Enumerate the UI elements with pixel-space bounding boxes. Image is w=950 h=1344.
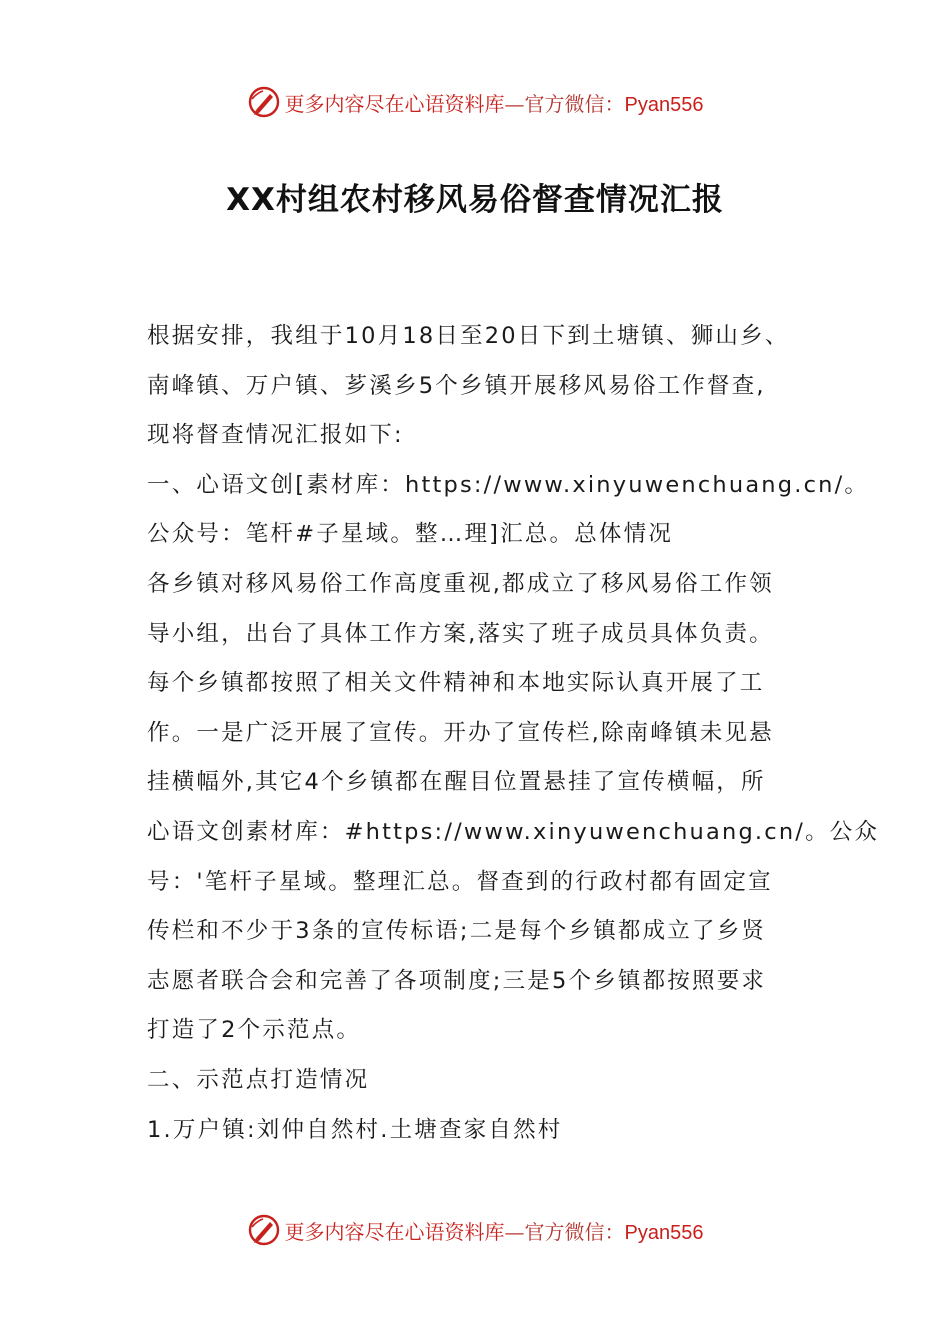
- body-line: 心语文创素材库：#https://www.xinyuwenchuang.cn/。公众: [147, 818, 880, 845]
- watermark-label: 官方微信：: [524, 91, 625, 116]
- body-line: 导小组，出台了具体工作方案,落实了班子成员具体负责。: [147, 620, 774, 647]
- document-body: [147, 312, 880, 1155]
- body-line: 号：'笔杆子星域。整理汇总。督查到的行政村都有固定宣: [147, 868, 773, 895]
- body-line: 志愿者联合会和完善了各项制度;三是5个乡镇都按照要求: [147, 967, 767, 994]
- watermark-wechat-id: Pyan556: [624, 93, 704, 116]
- header-watermark: [0, 82, 950, 122]
- body-line: 传栏和不少于3条的宣传标语;二是每个乡镇都成立了乡贤: [147, 918, 767, 945]
- body-line: 每个乡镇都按照了相关文件精神和本地实际认真开展了工: [147, 670, 765, 697]
- body-line: 打造了2个示范点。: [147, 1017, 362, 1044]
- body-line: 1.万户镇:刘仲自然村.土塘查家自然村: [147, 1116, 563, 1143]
- watermark-wechat-id: Pyan556: [624, 1221, 704, 1244]
- pen-seal-icon: [247, 85, 281, 119]
- pen-seal-icon: [247, 1213, 281, 1247]
- watermark-main-text: 更多内容尽在心语资料库: [284, 91, 505, 116]
- body-line: 挂横幅外,其它4个乡镇都在醒目位置悬挂了宣传横幅，所: [147, 769, 766, 796]
- watermark-label: 官方微信：: [524, 1219, 625, 1244]
- watermark-separator: —: [504, 1219, 525, 1244]
- body-line: 根据安排，我组于10月18日至20日下到土塘镇、狮山乡、: [147, 323, 790, 349]
- body-line: 公众号：笔杆#子星域。整…理]汇总。总体情况: [147, 521, 674, 548]
- body-line: 现将督查情况汇报如下:: [147, 422, 404, 449]
- body-line: 作。一是广泛开展了宣传。开办了宣传栏,除南峰镇未见悬: [147, 719, 774, 746]
- watermark-main-text: 更多内容尽在心语资料库: [284, 1219, 505, 1244]
- footer-watermark: [0, 1210, 950, 1250]
- body-line: 南峰镇、万户镇、芗溪乡5个乡镇开展移风易俗工作督查,: [147, 372, 766, 399]
- watermark-separator: —: [504, 91, 525, 116]
- section-heading: 二、示范点打造情况: [147, 1066, 370, 1093]
- body-line: 各乡镇对移风易俗工作高度重视,都成立了移风易俗工作领: [147, 570, 774, 597]
- document-title: XX村组农村移风易俗督查情况汇报: [226, 182, 724, 218]
- body-line: 一、心语文创[素材库：https://www.xinyuwenchuang.cn/。: [147, 471, 870, 498]
